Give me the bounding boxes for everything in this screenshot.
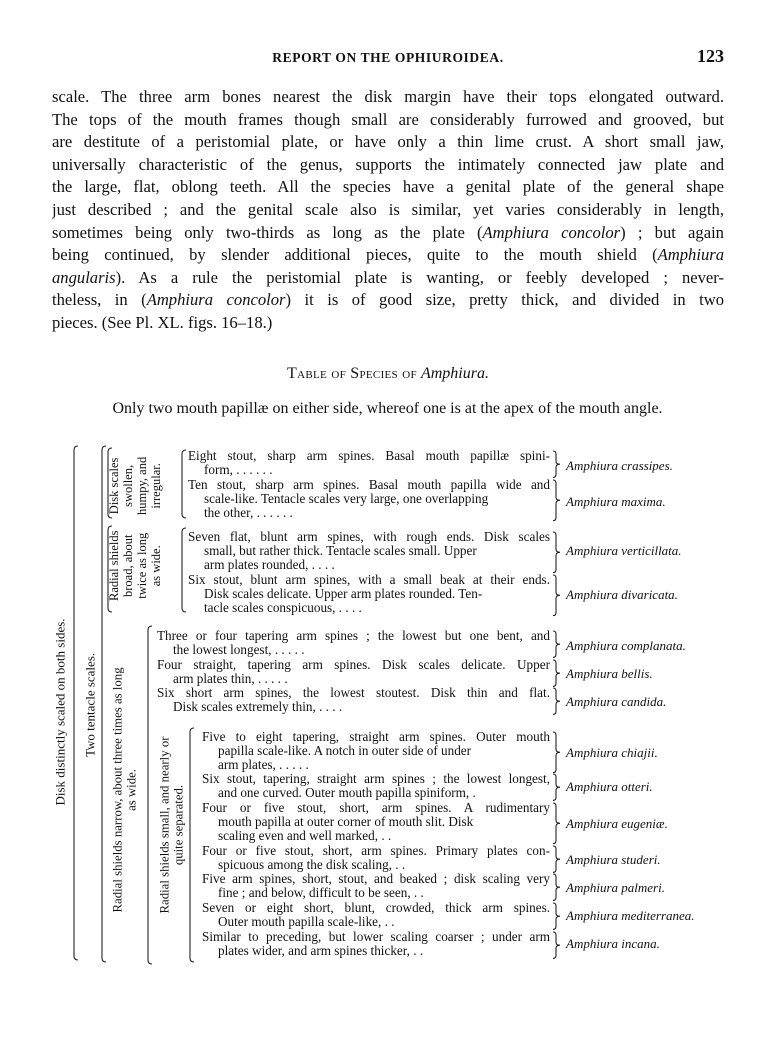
species-name-italic: Amphiura concolor: [482, 222, 621, 242]
bracket: [102, 446, 106, 962]
paragraph-line: scale. The three arm bones nearest the disk margin have their tops elongated outward.: [52, 87, 724, 106]
entry-line: Three or four tapering arm spines ; the lowest but one bent, and: [157, 628, 550, 643]
group-label-radial-narrow: [111, 667, 140, 912]
paragraph-line: The tops of the mouth frames though small are considerably furrowed and grooved, but: [52, 109, 724, 129]
entry-line: arm plates, . . . . .: [218, 757, 309, 773]
group-label-line: twice as long: [135, 532, 149, 599]
paragraph-text: theless, in (: [52, 290, 147, 310]
entry-line: Six stout, tapering, straight arm spines ; the lowest longest,: [202, 771, 550, 786]
bracket: [553, 903, 560, 929]
species-name: Amphiura maxima.: [566, 494, 666, 509]
species-name-italic: Amphiura: [657, 245, 724, 265]
bracket: [74, 446, 78, 960]
entry-line: Ten stout, sharp arm spines. Basal mouth papilla wide and: [188, 477, 550, 492]
paragraph-line: [52, 222, 724, 245]
bracket: [553, 575, 560, 616]
paragraph-line: [52, 244, 724, 267]
species-name: Amphiura verticillata.: [566, 543, 682, 558]
paragraph-line: just described ; and the genital scale also is similar, yet varies considerably in length,: [52, 199, 724, 219]
group-label-line: Radial shields: [107, 530, 121, 601]
paragraph-line: pieces. (See Pl. XL. figs. 16–18.): [52, 312, 273, 332]
bracket: [553, 660, 560, 686]
bracket: [148, 626, 152, 964]
entry-line: Outer mouth papilla scale-like, . .: [218, 914, 395, 930]
entry-line: plates wider, and arm spines thicker, . .: [218, 943, 424, 959]
key-entry: [202, 901, 550, 929]
entry-line: scaling even and well marked, . .: [218, 828, 392, 844]
entry-line: fine ; and below, difficult to be seen, . .: [218, 885, 424, 901]
group-label-line: quite separated.: [171, 784, 186, 866]
entry-line: Four or five stout, short, arm spines. Primary plates con-: [202, 843, 550, 858]
group-label-radial-small: [158, 737, 187, 914]
species-name: Amphiura mediterranea.: [566, 908, 695, 923]
species-name: Amphiura otteri.: [566, 779, 653, 794]
body-paragraph: [52, 86, 724, 335]
table-title-genus: Amphiura.: [420, 365, 489, 382]
entry-line: arm plates thin, . . . . .: [173, 671, 288, 687]
entry-line: and one curved. Outer mouth papilla spiniform, .: [218, 785, 476, 801]
group-label-line: Disk scales: [107, 457, 121, 515]
bracket: [190, 728, 194, 962]
entry-line: Five to eight tapering, straight arm spines. Outer mouth: [202, 729, 550, 744]
paragraph-text: being continued, by slender additional pieces, quite to the mouth shield (: [52, 245, 658, 265]
species-name: Amphiura eugeniæ.: [566, 816, 668, 831]
entry-line: Disk scales delicate. Upper arm plates rounded. Ten-: [204, 586, 483, 602]
paragraph-line: the large, flat, oblong teeth. All the species have a genital plate of the general shape: [52, 177, 724, 197]
table-title-caps: Table of Species of: [287, 365, 417, 382]
species-name: Amphiura divaricata.: [566, 587, 678, 602]
paragraph-line: are destitute of a peristomial plate, or have only a thin lime crust. A short small jaw,: [52, 132, 724, 152]
paragraph-line: universally characteristic of the genus, supports the intimately connected jaw plate and: [52, 154, 724, 174]
entry-line: mouth papilla at outer corner of mouth slit. Disk: [218, 814, 474, 830]
entry-line: Disk scales extremely thin, . . . .: [173, 699, 343, 715]
key-entry: [157, 686, 550, 714]
key-entry: [157, 658, 550, 686]
group-label-line: as wide.: [124, 768, 139, 811]
group-label-radial-broad: [107, 531, 163, 601]
paragraph-line: [52, 289, 724, 312]
entry-line: Four straight, tapering arm spines. Disk scales delicate. Upper: [157, 657, 550, 672]
page-number: 123: [697, 46, 724, 66]
entry-line: Seven flat, blunt arm spines, with rough ends. Disk scales: [188, 529, 550, 544]
bracket: [553, 874, 560, 900]
group-label-line: Radial shields narrow, about three times as long: [110, 667, 125, 913]
key-entry: [157, 629, 550, 657]
group-label-line: Radial shields small, and nearly or: [157, 736, 172, 914]
entry-line: Six short arm spines, the lowest stoutest. Disk thin and flat.: [157, 685, 550, 700]
bracket: [553, 932, 560, 958]
group-label-line: humpy, and: [135, 456, 149, 515]
key-entry: [202, 801, 550, 844]
paragraph-text: ) it is of good size, pretty thick, and divided in two: [285, 290, 724, 310]
paragraph-text: ) ; but again: [620, 222, 724, 242]
entry-line: Four or five stout, short, arm spines. A rudimentary: [202, 800, 550, 815]
species-name: Amphiura candida.: [566, 694, 667, 709]
group-label-line: Disk distinctly scaled on both sides.: [52, 618, 68, 806]
entry-line: small, but rather thick. Tentacle scales small. Upper: [204, 543, 477, 559]
bracket: [553, 631, 560, 657]
key-entry: [202, 844, 550, 872]
species-name: Amphiura palmeri.: [566, 880, 665, 895]
bracket: [553, 451, 560, 477]
entry-line: tacle scales conspicuous, . . . .: [204, 600, 362, 616]
entry-line: form, . . . . . .: [204, 462, 273, 478]
entry-line: spicuous among the disk scaling, . .: [218, 857, 406, 873]
key-entry: [188, 449, 550, 477]
key-entry: [202, 730, 550, 773]
entry-line: Six stout, blunt arm spines, with a small beak at their ends.: [188, 572, 550, 587]
group-label-line: broad, about: [121, 534, 135, 597]
species-name-italic: angularis: [52, 267, 116, 287]
bracket: [553, 688, 560, 714]
key-entry: [202, 772, 550, 800]
species-name: Amphiura chiajii.: [566, 745, 658, 760]
species-name: Amphiura bellis.: [566, 666, 653, 681]
group-label-line: swollen,: [121, 464, 135, 507]
entry-line: scale-like. Tentacle scales very large, one overlapping: [204, 491, 489, 507]
species-name: Amphiura incana.: [566, 936, 660, 951]
group-label-line: irregular.: [149, 463, 163, 509]
group-label-disk-scales-swollen: [107, 457, 163, 515]
bracket: [553, 774, 560, 800]
group-label-line: as wide.: [149, 545, 163, 587]
running-header: [0, 46, 776, 70]
entry-line: the lowest longest, . . . . .: [173, 642, 305, 658]
entry-line: papilla scale-like. A notch in outer side of under: [218, 743, 472, 759]
entry-line: arm plates rounded, . . . .: [204, 557, 335, 573]
group-label-disk-scaled: [54, 618, 69, 805]
paragraph-text: sometimes being only two-thirds as long as the plate (: [52, 222, 483, 242]
group-label-line: Two tentacle scales.: [82, 652, 98, 757]
key-entry: [202, 872, 550, 900]
species-name: Amphiura crassipes.: [566, 458, 673, 473]
group-label-tentacle-scales: [84, 653, 99, 757]
entry-line: Seven or eight short, blunt, crowded, thick arm spines.: [202, 900, 550, 915]
bracket: [553, 480, 560, 521]
running-title: REPORT ON THE OPHIUROIDEA.: [272, 50, 504, 65]
bracket: [553, 732, 560, 773]
species-name: Amphiura studeri.: [566, 852, 661, 867]
key-entry: [188, 478, 550, 521]
bracket: [182, 450, 186, 518]
entry-line: Five arm spines, short, stout, and beaked ; disk scaling very: [202, 871, 550, 886]
paragraph-line: [52, 267, 724, 290]
bracket: [553, 532, 560, 573]
species-name: Amphiura complanata.: [566, 638, 686, 653]
species-name-italic: Amphiura concolor: [146, 290, 286, 310]
entry-line: the other, . . . . . .: [204, 505, 293, 521]
key-entry: [188, 573, 550, 616]
bracket: [182, 528, 186, 612]
paragraph-text: ). As a rule the peristomial plate is wanting, or feebly developed ; never-: [115, 267, 724, 287]
bracket: [553, 846, 560, 872]
entry-line: Eight stout, sharp arm spines. Basal mouth papillæ spini-: [188, 448, 550, 463]
key-entry: [188, 530, 550, 573]
table-title: [0, 365, 776, 383]
bracket: [553, 803, 560, 844]
table-intro: Only two mouth papillæ on either side, whereof one is at the apex of the mouth angle.: [112, 400, 663, 417]
key-entry: [202, 930, 550, 958]
entry-line: Similar to preceding, but lower scaling coarser ; under arm: [202, 929, 550, 944]
